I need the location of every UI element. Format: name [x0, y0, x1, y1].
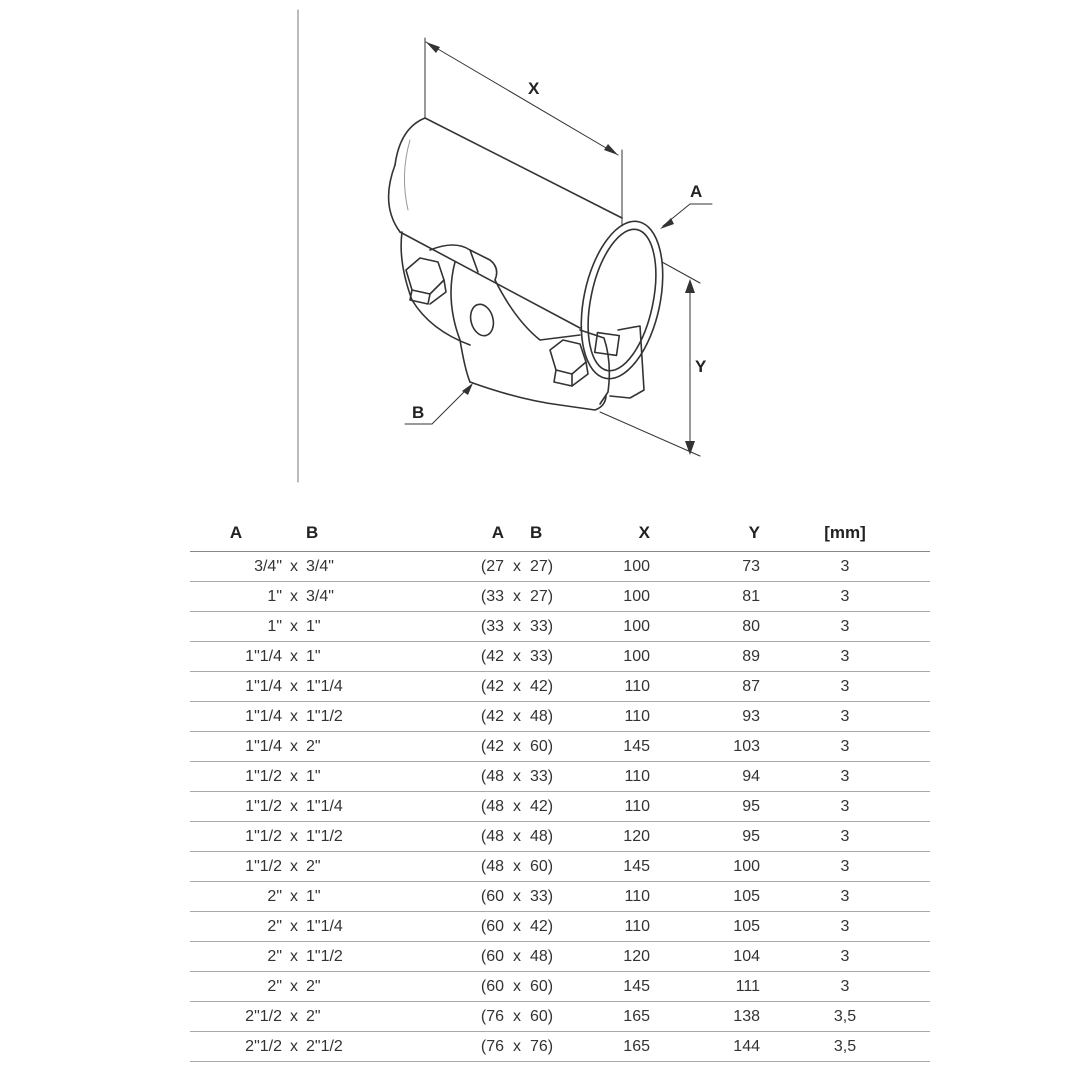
- cell-y: 95: [650, 792, 760, 822]
- cell-b-mm: 76): [530, 1032, 590, 1062]
- cell-a-inch: 1"1/4: [190, 672, 282, 702]
- cell-times: x: [282, 582, 306, 612]
- cell-times: x: [504, 792, 530, 822]
- cell-b-mm: 42): [530, 672, 590, 702]
- cell-b-mm: 27): [530, 582, 590, 612]
- cell-times: x: [282, 942, 306, 972]
- cell-a-mm: (42: [376, 672, 504, 702]
- cell-b-inch: 1": [306, 882, 376, 912]
- cell-a-mm: (33: [376, 612, 504, 642]
- cell-b-mm: 60): [530, 732, 590, 762]
- cell-times: x: [504, 882, 530, 912]
- cell-b-mm: 42): [530, 912, 590, 942]
- cell-x: 165: [590, 1032, 650, 1062]
- cell-x: 110: [590, 912, 650, 942]
- cell-times: x: [504, 822, 530, 852]
- cell-thickness: 3: [760, 762, 930, 792]
- clamp-b: [401, 232, 644, 410]
- label-x: X: [528, 79, 540, 98]
- cell-y: 104: [650, 942, 760, 972]
- cell-y: 138: [650, 1002, 760, 1032]
- cell-b-inch: 1": [306, 642, 376, 672]
- cell-b-mm: 33): [530, 642, 590, 672]
- cell-b-mm: 60): [530, 972, 590, 1002]
- table-row: [190, 822, 930, 852]
- cell-x: 110: [590, 762, 650, 792]
- cell-b-inch: 2"1/2: [306, 1032, 376, 1062]
- cell-a-mm: (48: [376, 822, 504, 852]
- cell-a-mm: (60: [376, 942, 504, 972]
- cell-times: x: [282, 552, 306, 582]
- cell-times: x: [504, 942, 530, 972]
- cell-a-inch: 1"1/2: [190, 852, 282, 882]
- cell-a-mm: (27: [376, 552, 504, 582]
- cell-a-inch: 2"1/2: [190, 1032, 282, 1062]
- cell-thickness: 3,5: [760, 1032, 930, 1062]
- cell-times: x: [504, 612, 530, 642]
- header-spacer: [282, 515, 306, 552]
- cell-times: x: [282, 822, 306, 852]
- table-body: [190, 552, 930, 1062]
- cell-x: 145: [590, 732, 650, 762]
- cell-a-mm: (48: [376, 792, 504, 822]
- cell-b-mm: 60): [530, 852, 590, 882]
- cell-b-inch: 2": [306, 732, 376, 762]
- cell-times: x: [504, 852, 530, 882]
- cell-x: 100: [590, 552, 650, 582]
- cell-b-mm: 33): [530, 762, 590, 792]
- cell-y: 111: [650, 972, 760, 1002]
- cell-a-inch: 1"1/4: [190, 702, 282, 732]
- cell-a-inch: 2"1/2: [190, 1002, 282, 1032]
- cell-y: 103: [650, 732, 760, 762]
- cell-b-inch: 3/4": [306, 582, 376, 612]
- dimensions-table: [190, 515, 930, 1062]
- cell-b-inch: 2": [306, 1002, 376, 1032]
- cell-x: 110: [590, 702, 650, 732]
- clamp-drawing: [0, 0, 1080, 500]
- cell-times: x: [504, 702, 530, 732]
- cell-times: x: [504, 732, 530, 762]
- table-row: [190, 672, 930, 702]
- cell-times: x: [282, 642, 306, 672]
- cell-thickness: 3,5: [760, 1002, 930, 1032]
- bolt-1: [406, 258, 446, 304]
- cell-b-inch: 1": [306, 612, 376, 642]
- cell-y: 94: [650, 762, 760, 792]
- cell-y: 105: [650, 912, 760, 942]
- cell-b-inch: 2": [306, 852, 376, 882]
- cell-b-mm: 48): [530, 702, 590, 732]
- cell-b-inch: 1"1/2: [306, 702, 376, 732]
- cell-thickness: 3: [760, 972, 930, 1002]
- cell-b-mm: 60): [530, 1002, 590, 1032]
- table-row: [190, 1032, 930, 1062]
- cell-y: 81: [650, 582, 760, 612]
- cell-thickness: 3: [760, 852, 930, 882]
- cell-a-mm: (42: [376, 702, 504, 732]
- cell-times: x: [282, 852, 306, 882]
- table-row: [190, 972, 930, 1002]
- label-y: Y: [695, 357, 707, 376]
- cell-thickness: 3: [760, 912, 930, 942]
- cell-a-mm: (42: [376, 642, 504, 672]
- cell-thickness: 3: [760, 942, 930, 972]
- cell-times: x: [504, 972, 530, 1002]
- header-b-mm: B: [530, 515, 590, 552]
- cell-a-inch: 3/4": [190, 552, 282, 582]
- cell-y: 87: [650, 672, 760, 702]
- cell-a-inch: 2": [190, 912, 282, 942]
- cell-thickness: 3: [760, 792, 930, 822]
- cell-times: x: [282, 882, 306, 912]
- tube-a: [389, 118, 676, 386]
- cell-b-inch: 3/4": [306, 552, 376, 582]
- cell-thickness: 3: [760, 552, 930, 582]
- cell-y: 93: [650, 702, 760, 732]
- cell-a-mm: (42: [376, 732, 504, 762]
- table-row: [190, 642, 930, 672]
- cell-y: 105: [650, 882, 760, 912]
- cell-times: x: [504, 1032, 530, 1062]
- cell-times: x: [282, 612, 306, 642]
- cell-times: x: [282, 1032, 306, 1062]
- table-row: [190, 1002, 930, 1032]
- cell-a-inch: 2": [190, 942, 282, 972]
- cell-x: 100: [590, 612, 650, 642]
- cell-times: x: [504, 552, 530, 582]
- cell-b-inch: 1"1/2: [306, 822, 376, 852]
- cell-a-inch: 1": [190, 612, 282, 642]
- cell-b-inch: 1"1/4: [306, 792, 376, 822]
- x-dimension: [425, 38, 622, 226]
- cell-times: x: [504, 582, 530, 612]
- cell-y: 144: [650, 1032, 760, 1062]
- header-a-mm: A: [376, 515, 504, 552]
- cell-times: x: [282, 732, 306, 762]
- cell-x: 120: [590, 942, 650, 972]
- cell-b-inch: 1"1/4: [306, 912, 376, 942]
- cell-a-mm: (76: [376, 1032, 504, 1062]
- table-row: [190, 912, 930, 942]
- cell-a-mm: (48: [376, 852, 504, 882]
- cell-times: x: [504, 672, 530, 702]
- table-row: [190, 852, 930, 882]
- header-b-inch: B: [306, 515, 376, 552]
- cell-times: x: [504, 1002, 530, 1032]
- cell-b-inch: 1"1/4: [306, 672, 376, 702]
- label-b: B: [412, 403, 425, 422]
- cell-thickness: 3: [760, 732, 930, 762]
- cell-x: 165: [590, 1002, 650, 1032]
- cell-a-inch: 1": [190, 582, 282, 612]
- table-row: [190, 792, 930, 822]
- cell-a-inch: 2": [190, 972, 282, 1002]
- cell-times: x: [504, 912, 530, 942]
- cell-b-inch: 2": [306, 972, 376, 1002]
- cell-b-mm: 42): [530, 792, 590, 822]
- cell-x: 100: [590, 582, 650, 612]
- cell-b-mm: 48): [530, 942, 590, 972]
- cell-b-mm: 33): [530, 882, 590, 912]
- cell-a-inch: 1"1/2: [190, 792, 282, 822]
- header-mm: [mm]: [760, 515, 930, 552]
- leader-a: [660, 204, 712, 229]
- cell-a-mm: (48: [376, 762, 504, 792]
- cell-thickness: 3: [760, 672, 930, 702]
- cell-a-mm: (60: [376, 972, 504, 1002]
- cell-x: 145: [590, 852, 650, 882]
- table-row: [190, 882, 930, 912]
- cell-x: 110: [590, 672, 650, 702]
- cell-x: 120: [590, 822, 650, 852]
- cell-thickness: 3: [760, 882, 930, 912]
- cell-y: 73: [650, 552, 760, 582]
- table-row: [190, 942, 930, 972]
- cell-thickness: 3: [760, 642, 930, 672]
- table-row: [190, 732, 930, 762]
- cell-b-mm: 27): [530, 552, 590, 582]
- cell-b-inch: 1"1/2: [306, 942, 376, 972]
- cell-times: x: [504, 642, 530, 672]
- cell-a-inch: 1"1/4: [190, 732, 282, 762]
- cell-x: 110: [590, 792, 650, 822]
- clamp-drawing-svg: [0, 0, 1080, 500]
- label-a: A: [690, 182, 703, 201]
- cell-a-inch: 1"1/2: [190, 762, 282, 792]
- cell-y: 95: [650, 822, 760, 852]
- y-dimension: [600, 262, 700, 456]
- header-y: Y: [650, 515, 760, 552]
- table-row: [190, 582, 930, 612]
- cell-times: x: [282, 792, 306, 822]
- header-x: X: [590, 515, 650, 552]
- cell-b-mm: 48): [530, 822, 590, 852]
- cell-times: x: [282, 972, 306, 1002]
- cell-a-mm: (76: [376, 1002, 504, 1032]
- cell-y: 89: [650, 642, 760, 672]
- cell-times: x: [504, 762, 530, 792]
- cell-thickness: 3: [760, 582, 930, 612]
- cell-a-mm: (33: [376, 582, 504, 612]
- header-a-inch: A: [190, 515, 282, 552]
- table-header-row: [190, 515, 930, 552]
- cell-times: x: [282, 672, 306, 702]
- cell-thickness: 3: [760, 702, 930, 732]
- table-row: [190, 702, 930, 732]
- cell-a-mm: (60: [376, 912, 504, 942]
- cell-a-mm: (60: [376, 882, 504, 912]
- cell-a-inch: 1"1/4: [190, 642, 282, 672]
- cell-x: 100: [590, 642, 650, 672]
- cell-thickness: 3: [760, 822, 930, 852]
- cell-y: 80: [650, 612, 760, 642]
- cell-b-mm: 33): [530, 612, 590, 642]
- cell-times: x: [282, 912, 306, 942]
- cell-times: x: [282, 702, 306, 732]
- cell-times: x: [282, 762, 306, 792]
- cell-a-inch: 2": [190, 882, 282, 912]
- cell-x: 145: [590, 972, 650, 1002]
- cell-x: 110: [590, 882, 650, 912]
- cell-y: 100: [650, 852, 760, 882]
- header-spacer: [504, 515, 530, 552]
- cell-times: x: [282, 1002, 306, 1032]
- table-row: [190, 762, 930, 792]
- cell-a-inch: 1"1/2: [190, 822, 282, 852]
- table-row: [190, 612, 930, 642]
- cell-b-inch: 1": [306, 762, 376, 792]
- table-row: [190, 552, 930, 582]
- cell-thickness: 3: [760, 612, 930, 642]
